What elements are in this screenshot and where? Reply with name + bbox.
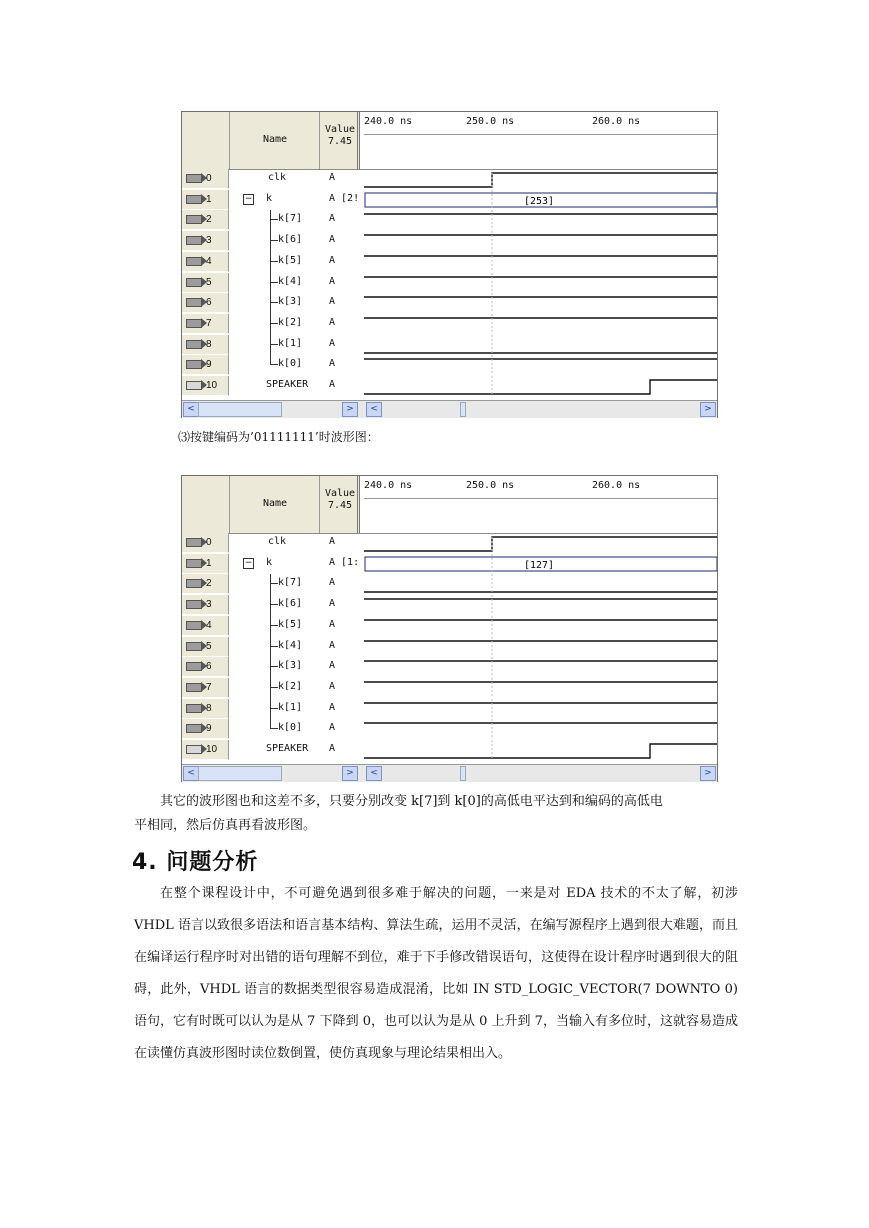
signal-name-text: SPEAKER <box>266 743 309 754</box>
signal-value: A <box>329 680 336 692</box>
signal-icon-cell <box>182 273 229 293</box>
signal-index: 1 <box>206 193 212 205</box>
wave-trace <box>364 744 717 758</box>
input-pin-icon <box>186 236 202 245</box>
tree-branch-icon <box>270 252 278 262</box>
signal-icon-cell <box>182 616 229 636</box>
tree-branch-icon <box>270 719 278 729</box>
section-heading: 4. 问题分析 <box>132 850 259 875</box>
tree-branch-icon <box>270 293 278 303</box>
signal-name-text: k[5] <box>278 254 303 266</box>
signal-value: A <box>329 722 336 734</box>
input-pin-icon <box>186 724 202 733</box>
signal-name-text: SPEAKER <box>266 379 309 390</box>
signal-wave <box>364 637 717 657</box>
signal-icon-cell <box>182 376 229 396</box>
signal-name-text: k[3] <box>278 296 303 308</box>
signal-row[interactable] <box>182 616 717 637</box>
signal-row[interactable] <box>182 355 717 376</box>
signal-wave <box>364 533 717 553</box>
input-pin-icon <box>186 642 202 651</box>
signal-name-text: k[2] <box>278 316 303 328</box>
signal-icon-cell <box>182 574 229 594</box>
signal-wave <box>364 169 717 189</box>
signal-row[interactable] <box>182 376 717 397</box>
time-ruler <box>364 112 717 135</box>
name-scroll-thumb[interactable] <box>198 402 282 417</box>
name-column-header: Name <box>262 498 288 509</box>
signal-value: A <box>329 618 336 630</box>
time-tick-label: 250.0 ns <box>466 116 515 127</box>
wave-trace <box>364 173 717 187</box>
horizontal-scrollbars[interactable] <box>182 400 717 418</box>
signal-row[interactable] <box>182 554 717 575</box>
signal-wave <box>364 616 717 636</box>
signal-wave <box>364 657 717 677</box>
signal-wave <box>364 595 717 615</box>
input-pin-icon <box>186 621 202 630</box>
signal-wave <box>364 314 717 334</box>
horizontal-scrollbars[interactable] <box>182 764 717 782</box>
signal-row[interactable] <box>182 699 717 720</box>
wave-scroll-thumb[interactable] <box>460 402 466 417</box>
waveform-header <box>182 476 717 534</box>
signal-value: A <box>329 577 336 589</box>
signal-wave <box>364 335 717 355</box>
signal-wave <box>364 699 717 719</box>
signal-row[interactable] <box>182 574 717 595</box>
signal-icon-cell <box>182 231 229 251</box>
bus-value-label: [253] <box>523 195 555 207</box>
tree-branch-icon <box>270 574 278 584</box>
signal-icon-cell <box>182 314 229 334</box>
signal-name-text: k[4] <box>278 639 303 651</box>
waveform-header <box>182 112 717 170</box>
signal-icon-cell <box>182 190 229 210</box>
signal-icon-cell <box>182 293 229 313</box>
signal-row[interactable] <box>182 533 717 554</box>
paragraph-intro <box>134 790 736 838</box>
signal-value: A [1: <box>329 556 360 568</box>
signal-row[interactable] <box>182 273 717 294</box>
signal-wave <box>364 740 717 760</box>
scroll-right-icon[interactable]: > <box>700 402 716 417</box>
scroll-left-icon[interactable]: < <box>366 766 382 781</box>
signal-row[interactable] <box>182 210 717 231</box>
input-pin-icon <box>186 538 202 547</box>
value-column-header: Value 7.45 <box>324 488 356 511</box>
scroll-left-icon[interactable]: < <box>183 402 199 417</box>
signal-icon-cell <box>182 169 229 189</box>
signal-row[interactable] <box>182 190 717 211</box>
signal-wave <box>364 574 717 594</box>
signal-name-text: k[5] <box>278 618 303 630</box>
signal-index: 9 <box>206 723 212 735</box>
scroll-right-icon[interactable]: > <box>342 402 358 417</box>
paragraph-line: 平相同，然后仿真再看波形图。 <box>134 818 317 833</box>
scroll-left-icon[interactable]: < <box>366 402 382 417</box>
wave-trace <box>364 537 717 551</box>
signal-row[interactable] <box>182 595 717 616</box>
section-body <box>134 878 738 1070</box>
signal-index: 7 <box>206 681 212 693</box>
signal-icon-cell <box>182 595 229 615</box>
signal-value: A <box>329 254 336 266</box>
input-pin-icon <box>186 195 202 204</box>
signal-icon-cell <box>182 533 229 553</box>
value-column-header: Value 7.45 <box>324 124 356 147</box>
tree-branch-icon <box>270 699 278 709</box>
time-tick-label: 240.0 ns <box>364 480 413 491</box>
output-pin-icon <box>186 745 202 754</box>
input-pin-icon <box>186 340 202 349</box>
signal-index: 0 <box>206 173 212 184</box>
signal-icon-cell <box>182 210 229 230</box>
signal-icon-cell <box>182 554 229 574</box>
input-pin-icon <box>186 319 202 328</box>
signal-index: 10 <box>206 744 218 755</box>
input-pin-icon <box>186 215 202 224</box>
signal-value: A <box>329 213 336 225</box>
signal-index: 1 <box>206 557 212 569</box>
signal-name-text: k[6] <box>278 234 303 246</box>
input-pin-icon <box>186 704 202 713</box>
signal-name-text: k[0] <box>278 722 303 734</box>
input-pin-icon <box>186 662 202 671</box>
signal-name-text: k[1] <box>278 701 303 713</box>
scroll-right-icon[interactable]: > <box>700 766 716 781</box>
signal-value: A <box>329 234 336 246</box>
signal-index: 3 <box>206 235 212 247</box>
signal-index: 2 <box>206 578 212 590</box>
signal-name-text: k[4] <box>278 275 303 287</box>
time-tick-label: 260.0 ns <box>592 116 641 127</box>
name-scroll-thumb[interactable] <box>198 766 282 781</box>
signal-name-text: k[2] <box>278 680 303 692</box>
signal-wave <box>364 293 717 313</box>
tree-branch-icon <box>270 273 278 283</box>
signal-row[interactable] <box>182 335 717 356</box>
signal-row[interactable] <box>182 719 717 740</box>
input-pin-icon <box>186 559 202 568</box>
signal-name-text: k[1] <box>278 337 303 349</box>
tree-branch-icon <box>270 335 278 345</box>
tree-branch-icon <box>270 678 278 688</box>
signal-icon-cell <box>182 678 229 698</box>
signal-icon-cell <box>182 355 229 375</box>
signal-index: 7 <box>206 317 212 329</box>
signal-value: A <box>329 743 336 754</box>
name-column-header: Name <box>262 134 288 145</box>
signal-index: 3 <box>206 599 212 611</box>
signal-name-text: k <box>266 556 273 568</box>
signal-index: 10 <box>206 380 218 391</box>
signal-name-text: k[3] <box>278 660 303 672</box>
signal-name-text: k <box>266 192 273 204</box>
signal-value: A <box>329 536 336 547</box>
signal-value: A <box>329 275 336 287</box>
tree-branch-icon <box>270 595 278 605</box>
input-pin-icon <box>186 360 202 369</box>
signal-value: A <box>329 639 336 651</box>
signal-name-text: clk <box>268 536 287 547</box>
signal-wave <box>364 355 717 375</box>
input-pin-icon <box>186 579 202 588</box>
waveform-viewer-1 <box>181 111 718 418</box>
signal-index: 2 <box>206 214 212 226</box>
tree-branch-icon <box>270 657 278 667</box>
input-pin-icon <box>186 174 202 183</box>
input-pin-icon <box>186 683 202 692</box>
signal-wave <box>364 252 717 272</box>
collapse-icon[interactable]: − <box>244 193 253 204</box>
body-paragraph: 在整个课程设计中，不可避免遇到很多难于解决的问题，一来是对 EDA 技术的不太了解，初涉 VHDL 语言以致很多语法和语言基本结构、算法生疏，运用不灵活，在编写源程序上遇到很大难题，而且在编译运行程序时对出错的语句理解不到位，难于下手修改错误语句，这使得在设计程序时遇到很大的阻碍，此外，VHDL 语言的数据类型很容易造成混淆，比如 IN STD_LOGIC_VECTOR(7 DOWNTO 0)语句，它有时既可以认为是从 7 下降到 0，也可以认为是从 0 上升到 7，当输入有多位时，这就容易造成在读懂仿真波形图时读位数倒置，使仿真现象与理论结果相出入。 <box>134 886 738 1061</box>
signal-icon-cell <box>182 740 229 760</box>
time-tick-label: 260.0 ns <box>592 480 641 491</box>
signal-wave <box>364 210 717 230</box>
signal-value: A <box>329 660 336 672</box>
signal-name-text: k[0] <box>278 358 303 370</box>
signal-row[interactable] <box>182 740 717 761</box>
signal-icon-cell <box>182 699 229 719</box>
signal-wave <box>364 273 717 293</box>
signal-icon-cell <box>182 335 229 355</box>
signal-row[interactable] <box>182 252 717 273</box>
signal-index: 6 <box>206 297 212 309</box>
signal-row[interactable] <box>182 169 717 190</box>
signal-wave <box>364 719 717 739</box>
signal-index: 8 <box>206 338 212 350</box>
signal-row[interactable] <box>182 231 717 252</box>
tree-branch-icon <box>270 637 278 647</box>
scroll-left-icon[interactable]: < <box>183 766 199 781</box>
signal-wave <box>364 678 717 698</box>
signal-wave <box>364 231 717 251</box>
signal-index: 8 <box>206 702 212 714</box>
output-pin-icon <box>186 381 202 390</box>
signal-index: 5 <box>206 640 212 652</box>
signal-wave <box>364 554 717 574</box>
signal-value: A <box>329 701 336 713</box>
signal-icon-cell <box>182 252 229 272</box>
signal-index: 0 <box>206 537 212 548</box>
tree-branch-icon <box>270 231 278 241</box>
signal-value: A <box>329 598 336 610</box>
time-tick-label: 250.0 ns <box>466 480 515 491</box>
scroll-right-icon[interactable]: > <box>342 766 358 781</box>
figure-caption: ⑶按键编码为’01111111’时波形图： <box>178 430 379 444</box>
tree-branch-icon <box>270 314 278 324</box>
signal-row[interactable] <box>182 293 717 314</box>
signal-name-text: k[7] <box>278 213 303 225</box>
wave-scroll-thumb[interactable] <box>460 766 466 781</box>
input-pin-icon <box>186 298 202 307</box>
signal-value: A <box>329 379 336 390</box>
time-tick-label: 240.0 ns <box>364 116 413 127</box>
signal-row[interactable] <box>182 657 717 678</box>
signal-value: A <box>329 337 336 349</box>
signal-name-text: clk <box>268 172 287 183</box>
signal-index: 4 <box>206 619 212 631</box>
time-ruler <box>364 476 717 499</box>
signal-value: A <box>329 316 336 328</box>
signal-row[interactable] <box>182 637 717 658</box>
signal-icon-cell <box>182 637 229 657</box>
signal-name-text: k[6] <box>278 598 303 610</box>
signal-name-text: k[7] <box>278 577 303 589</box>
signal-row[interactable] <box>182 314 717 335</box>
collapse-icon[interactable]: − <box>244 557 253 568</box>
tree-branch-icon <box>270 355 278 365</box>
input-pin-icon <box>186 257 202 266</box>
signal-icon-cell <box>182 657 229 677</box>
signal-index: 6 <box>206 661 212 673</box>
input-pin-icon <box>186 278 202 287</box>
paragraph-line: 其它的波形图也和这差不多，只要分别改变 k[7]到 k[0]的高低电平达到和编码的高低电 <box>160 794 663 809</box>
signal-wave <box>364 376 717 396</box>
tree-branch-icon <box>270 210 278 220</box>
bus-value-label: [127] <box>523 559 555 571</box>
input-pin-icon <box>186 600 202 609</box>
signal-value: A [2! <box>329 192 360 204</box>
signal-index: 5 <box>206 276 212 288</box>
signal-wave <box>364 190 717 210</box>
signal-row[interactable] <box>182 678 717 699</box>
tree-branch-icon <box>270 616 278 626</box>
signal-icon-cell <box>182 719 229 739</box>
signal-index: 9 <box>206 359 212 371</box>
signal-value: A <box>329 296 336 308</box>
waveform-viewer-2 <box>181 475 718 782</box>
signal-value: A <box>329 172 336 183</box>
wave-trace <box>364 380 717 394</box>
signal-index: 4 <box>206 255 212 267</box>
signal-value: A <box>329 358 336 370</box>
